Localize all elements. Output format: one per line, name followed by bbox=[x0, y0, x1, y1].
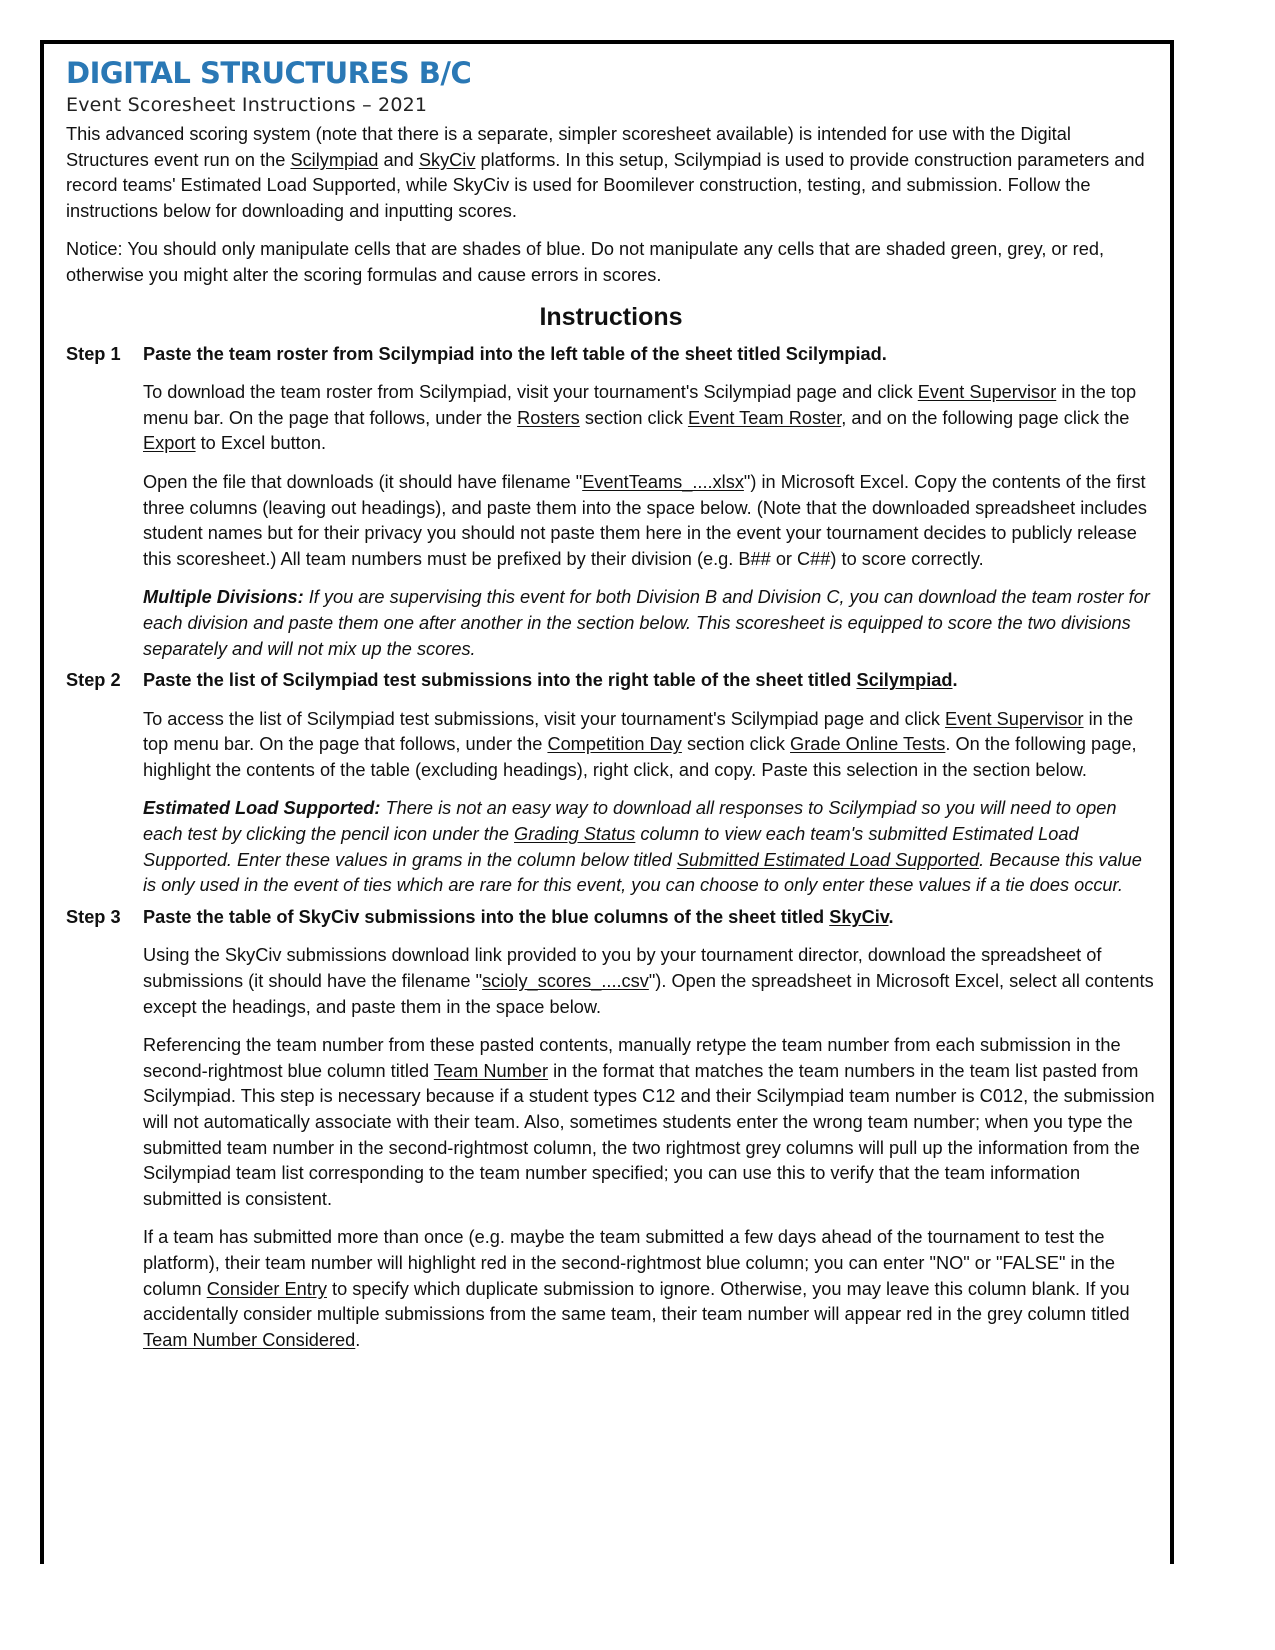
step-2-label: Step 2 bbox=[66, 670, 121, 691]
text: This advanced scoring system (note that there is a separate, simpler scoresheet available) is intended for use with the Digital Structures event run on the bbox=[66, 124, 1071, 170]
text: . bbox=[355, 1329, 361, 1350]
consider-entry-link[interactable]: Consider Entry bbox=[206, 1278, 327, 1299]
step-2-note bbox=[143, 796, 1156, 898]
step-1-heading bbox=[66, 342, 1156, 368]
text: "). Open the spreadsheet in Microsoft Excel, select all contents except the headings, and paste them in the space below. bbox=[143, 971, 1154, 1017]
text: . On the following page, highlight the contents of the table (excluding headings), right click, and copy. Paste this selection in the section below. bbox=[143, 734, 1137, 780]
intro-paragraph bbox=[66, 122, 1156, 224]
event-team-roster-link[interactable]: Event Team Roster bbox=[687, 407, 842, 428]
event-supervisor-link[interactable]: Event Supervisor bbox=[945, 708, 1084, 729]
step-3-paragraph-3 bbox=[143, 1225, 1156, 1353]
grade-online-tests-link[interactable]: Grade Online Tests bbox=[790, 734, 946, 755]
step-1-paragraph-2 bbox=[143, 470, 1156, 572]
step-1-title: Paste the team roster from Scilympiad into the left table of the sheet titled Scilympiad. bbox=[143, 343, 887, 364]
step-3-paragraph-2 bbox=[143, 1033, 1156, 1212]
text: If a team has submitted more than once (e.g. maybe the team submitted a few days ahead of the tournament to test the platform), their team number will highlight red in the second-rightmost blue column; you can enter "NO" or "FALSE" in the column bbox=[143, 1227, 1116, 1299]
text: in the format that matches the team numbers in the team list pasted from Scilympiad. This step is necessary because if a student types C12 and their Scilympiad team number is C012, the submission will not automatically associate with their team. Also, sometimes students enter the wrong team number; when you type the submitted team number in the second-rightmost column, the two rightmost grey columns will pull up the information from the Scilympiad team list corresponding to the team number specified; you can use this to verify that the team information submitted is consistent. bbox=[143, 1060, 1155, 1209]
step-3-body bbox=[143, 943, 1156, 1353]
grading-status-link[interactable]: Grading Status bbox=[514, 824, 636, 845]
scioly-scores-filename-link[interactable]: scioly_scores_....csv bbox=[482, 971, 649, 992]
text: , and on the following page click the bbox=[841, 407, 1130, 428]
competition-day-link[interactable]: Competition Day bbox=[547, 734, 682, 755]
text: and bbox=[378, 149, 419, 170]
step-1-label: Step 1 bbox=[66, 343, 121, 364]
text: in the top menu bar. On the page that follows, under the bbox=[143, 708, 1134, 755]
step-2-body bbox=[143, 707, 1156, 899]
text: There is not an easy way to download all responses to Scilympiad so you will need to open each test by clicking the pencil icon under the bbox=[143, 798, 1117, 845]
text: To download the team roster from Scilympiad, visit your tournament's Scilympiad page and click bbox=[143, 382, 918, 403]
rosters-link[interactable]: Rosters bbox=[517, 407, 580, 428]
step-2-title bbox=[143, 668, 958, 694]
text: to specify which duplicate submission to ignore. Otherwise, you may leave this column blank. If you accidentally consider multiple submissions from the same team, their team number will appear red in the grey column titled bbox=[143, 1278, 1130, 1325]
text: Open the file that downloads (it should have filename " bbox=[143, 471, 583, 492]
text: platforms. In this setup, Scilympiad is used to provide construction parameters and record teams' Estimated Load Supported, while SkyCiv is used for Boomilever construction, testing, and submission. Follow the instructions below for downloading and inputting scores. bbox=[66, 149, 1145, 221]
step-1-paragraph-1 bbox=[143, 380, 1156, 457]
text: ") in Microsoft Excel. Copy the contents of the first three columns (leaving out headings), and paste them into the space below. (Note that the downloaded spreadsheet includes student names but for their privacy you should not paste them here in the event your tournament decides to publicly release this scoresheet.) All team numbers must be prefixed by their division (e.g. B## or C##) to score correctly. bbox=[143, 471, 1147, 569]
text: If you are supervising this event for both Division B and Division C, you can download the team roster for each division and paste them one after another in the section below. This scoresheet is equipped to score the two divisions separately and will not mix up the scores. bbox=[143, 587, 1150, 659]
step-2-paragraph-1 bbox=[143, 707, 1156, 784]
scilympiad-link[interactable]: Scilympiad bbox=[290, 149, 379, 170]
notice-paragraph: Notice: You should only manipulate cells that are shades of blue. Do not manipulate any cells that are shaded green, grey, or red, otherwise you might alter the scoring formulas and cause errors in scores. bbox=[66, 239, 1104, 285]
text: Referencing the team number from these pasted contents, manually retype the team number from each submission in the second-rightmost blue column titled bbox=[143, 1035, 1121, 1081]
note-label: Multiple Divisions: bbox=[143, 587, 304, 608]
eventteams-filename-link[interactable]: EventTeams_....xlsx bbox=[582, 471, 744, 492]
text: Paste the table of SkyCiv submissions into the blue columns of the sheet titled bbox=[143, 906, 830, 927]
document-subtitle: Event Scoresheet Instructions – 2021 bbox=[66, 94, 428, 116]
skyciv-link[interactable]: SkyCiv bbox=[418, 149, 476, 170]
scilympiad-sheet-link[interactable]: Scilympiad bbox=[856, 670, 953, 691]
text: in the top menu bar. On the page that follows, under the bbox=[143, 382, 1137, 428]
text: Paste the list of Scilympiad test submissions into the right table of the sheet titled bbox=[143, 670, 857, 691]
step-3-paragraph-1 bbox=[143, 943, 1156, 1020]
instructions-heading: Instructions bbox=[539, 302, 683, 331]
step-3-heading bbox=[66, 905, 1156, 931]
event-supervisor-link[interactable]: Event Supervisor bbox=[917, 382, 1057, 403]
step-1-note bbox=[143, 585, 1156, 662]
text: section click bbox=[681, 734, 791, 755]
step-3-title bbox=[143, 905, 894, 931]
text: . bbox=[888, 906, 894, 927]
text: Using the SkyCiv submissions download link provided to you by your tournament director, download the spreadsheet of submissions (it should have the filename " bbox=[143, 945, 1102, 992]
team-number-link[interactable]: Team Number bbox=[433, 1060, 549, 1081]
document-body bbox=[66, 54, 1156, 1366]
text: To access the list of Scilympiad test submissions, visit your tournament's Scilympiad page and click bbox=[143, 708, 946, 729]
export-link[interactable]: Export bbox=[143, 433, 196, 454]
document-title: DIGITAL STRUCTURES B/C bbox=[66, 56, 472, 90]
step-3-label: Step 3 bbox=[66, 906, 121, 927]
text: section click bbox=[579, 407, 688, 428]
text: to Excel button. bbox=[195, 433, 326, 454]
text: . Because this value is only used in the event of ties which are rare for this event, you can choose to only enter these values if a tie does occur. bbox=[143, 849, 1142, 896]
text: column to view each team's submitted Estimated Load Supported. Enter these values in grams in the column below titled bbox=[143, 824, 1079, 870]
submitted-estimated-load-link[interactable]: Submitted Estimated Load Supported bbox=[676, 849, 980, 870]
skyciv-sheet-link[interactable]: SkyCiv bbox=[829, 906, 889, 927]
step-1-body bbox=[143, 380, 1156, 662]
note-label: Estimated Load Supported: bbox=[143, 798, 381, 819]
text: . bbox=[952, 670, 958, 691]
team-number-considered-link[interactable]: Team Number Considered bbox=[143, 1329, 356, 1350]
step-2-heading bbox=[66, 668, 1156, 694]
